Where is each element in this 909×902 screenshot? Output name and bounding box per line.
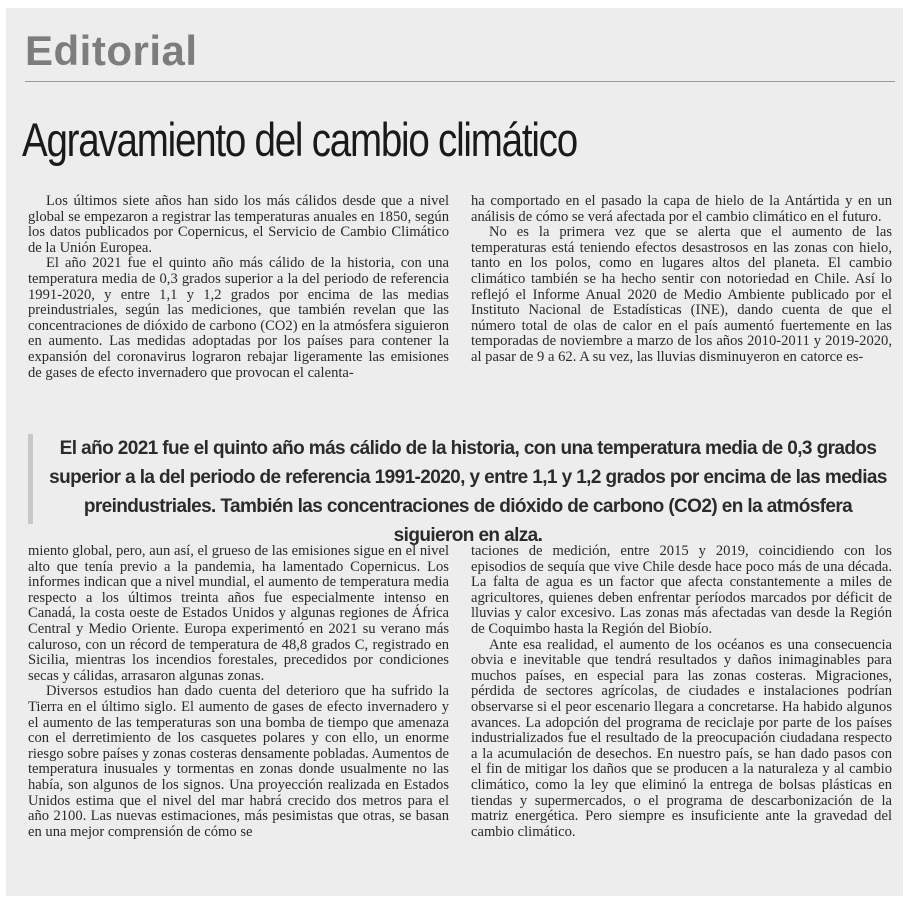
paragraph: Ante esa realidad, el aumento de los océanos es una consecuencia obvia e inevitable que tendrá resultados y daños inimaginables para muchos países, en especial para las zonas costeras. Migraciones, pérdida de sectores agrícolas, de ciudades e instalaciones podrían observarse si el peor escenario llegara a concretarse. Ha habido algunos avances. La adopción del programa de reciclaje por parte de los países industrializados fue el resultado de la preocupación ciudadana respecto a la acumulación de desechos. En nuestro país, se han dado pasos con el fin de mitigar los daños que se producen a la naturaleza y al cambio climático, como la ley que eliminó la entrega de bolsas plásticas en tiendas y supermercados, o el programa de descarbonización de la matriz energética. Pero siempre es insuficiente ante la gravedad del cambio climático. [471, 636, 892, 840]
article-column-3 [28, 544, 449, 884]
paragraph: taciones de medición, entre 2015 y 2019, coincidiendo con los episodios de sequía que vive Chile desde hace poco más de una década. La falta de agua es un factor que afecta constantemente a miles de agricultores, quienes deben enfrentar períodos marcados por déficit de lluvias y calor excesivo. Las zonas más afectadas van desde la Región de Coquimbo hasta la Región del Biobío. [471, 544, 892, 637]
article-column-4 [471, 544, 892, 884]
paragraph: Diversos estudios han dado cuenta del deterioro que ha sufrido la Tierra en el último siglo. El aumento de gases de efecto invernadero y el aumento de las temperaturas son una bomba de tiempo que amenaza con el derretimiento de los casquetes polares y con ello, un enorme riesgo sobre países y zonas costeras densamente pobladas. Aumentos de temperatura inusuales y tormentas en zonas donde usualmente no las había, son algunos de los signos. Una proyección realizada en Estados Unidos estima que el nivel del mar habrá crecido dos metros para el año 2100. Las nuevas estimaciones, más pesimistas que otras, se basan en una mejor comprensión de cómo se [28, 683, 449, 840]
section-label: Editorial [25, 27, 198, 74]
article-column-2 [471, 194, 892, 404]
pull-quote [20, 430, 900, 546]
article-column-1 [28, 194, 449, 404]
paragraph: El año 2021 fue el quinto año más cálido de la historia, con una temperatura media de 0,3 grados superior a la del periodo de referencia 1991-2020, y entre 1,1 y 1,2 grados por encima de las medias preindustriales, según las mediciones, que también revelan que las concentraciones de dióxido de carbono (CO2) en la atmósfera siguieron en aumento. Las medidas adoptadas por los países para contener la expansión del coronavirus lograron rebajar ligeramente las emisiones de gases de efecto invernadero que provocan el calenta- [28, 255, 449, 381]
paragraph: ha comportado en el pasado la capa de hielo de la Antártida y en un análisis de cómo se verá afectada por el cambio climático en el futuro. [471, 194, 892, 225]
paragraph: Los últimos siete años han sido los más cálidos desde que a nivel global se empezaron a registrar las temperaturas anuales en 1850, según los datos publicados por Copernicus, el Servicio de Cambio Climático de la Unión Europea. [28, 194, 449, 256]
section-divider [25, 81, 895, 82]
paragraph: miento global, pero, aun así, el grueso de las emisiones sigue en el nivel alto que tenía previo a la pandemia, ha lamentado Copernicus. Los informes indican que a nivel mundial, el aumento de temperatura media respecto a los últimos treinta años fue especialmente intenso en Canadá, la costa oeste de Estados Unidos y algunas regiones de África Central y Medio Oriente. Europa experimentó en 2021 su verano más caluroso, con un récord de temperatura de 48,8 grados C, registrado en Sicilia, mientras los incendios forestales, precedidos por condiciones secas y cálidas, arrasaron algunas zonas. [28, 544, 449, 684]
pull-quote-text: El año 2021 fue el quinto año más cálido de la historia, con una temperatura media de 0,3 grados superior a la del periodo de referencia 1991-2020, y entre 1,1 y 1,2 grados por encima de las medias preindustriales. También las concentraciones de dióxido de carbono (CO2) en la atmósfera siguieron en alza. [49, 438, 887, 546]
paragraph: No es la primera vez que se alerta que el aumento de las temperaturas está teniendo efectos desastrosos en las zonas con hielo, tanto en los polos, como en lugares altos del planeta. El cambio climático también se ha hecho sentir con notoriedad en Chile. Así lo reflejó el Informe Anual 2020 de Medio Ambiente publicado por el Instituto Nacional de Estadísticas (INE), dando cuenta de que el número total de olas de calor en el país aumentó fuertemente en las temporadas de noviembre a marzo de los años 2010-2011 y 2019-2020, al pasar de 9 a 62. A su vez, las lluvias disminuyeron en catorce es- [471, 224, 892, 365]
pull-quote-bar [28, 434, 33, 524]
article-headline: Agravamiento del cambio climático [22, 113, 577, 166]
newspaper-page [6, 8, 903, 896]
